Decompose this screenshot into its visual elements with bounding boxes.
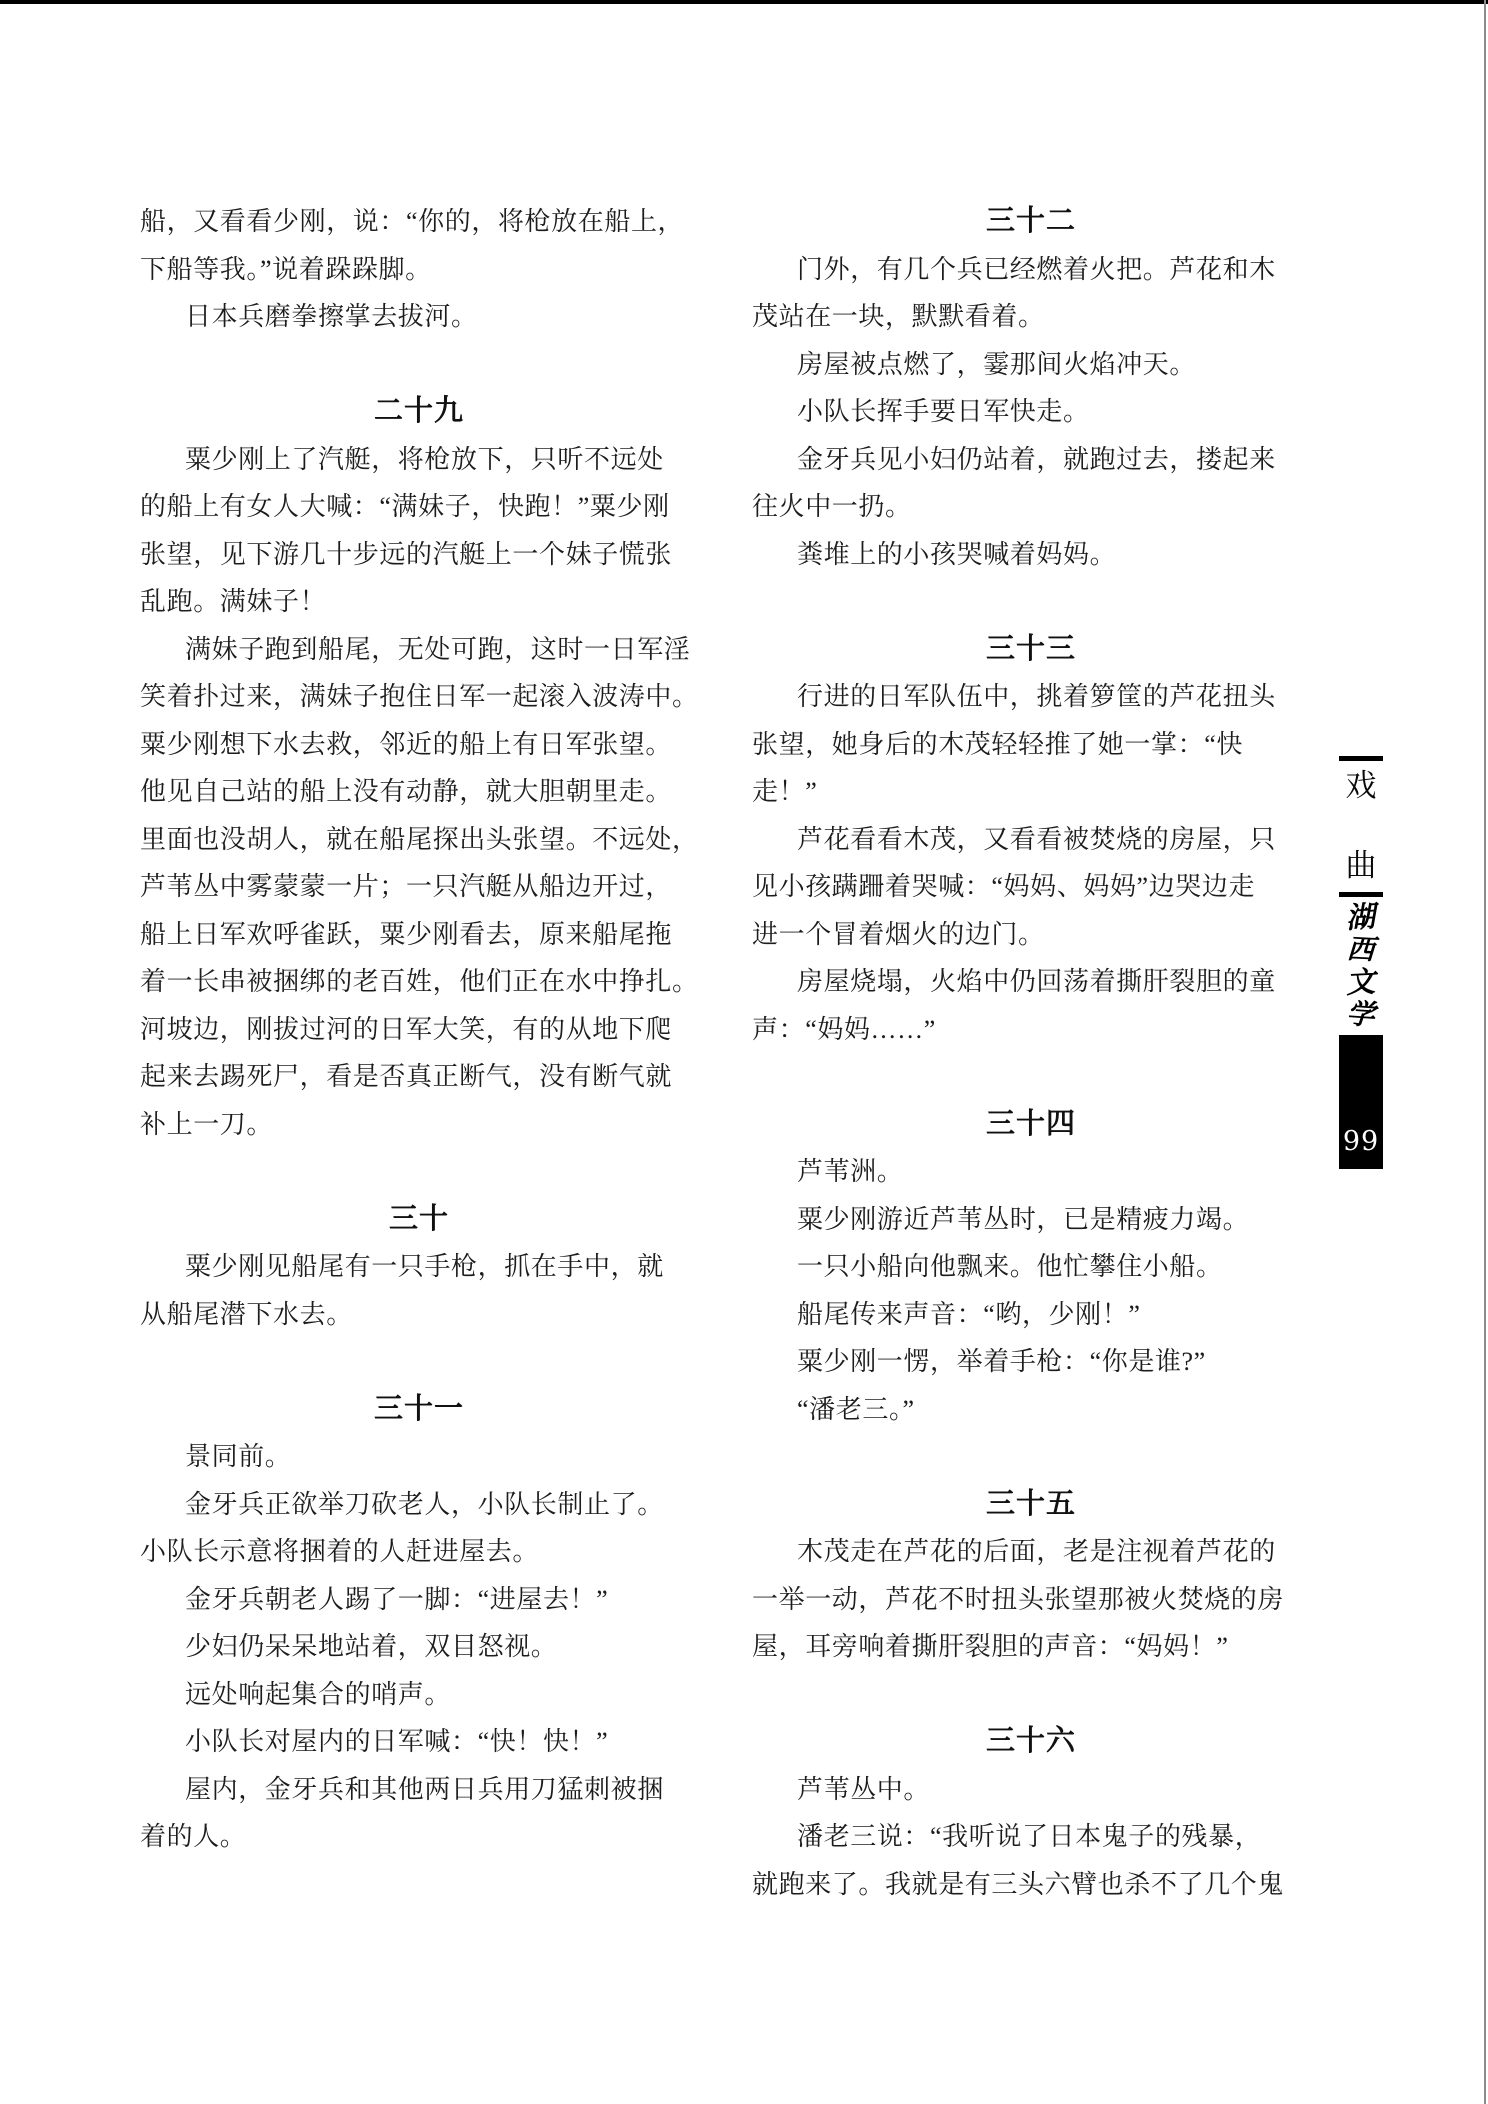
- text-line: 屋，耳旁响着撕肝裂胆的声音：“妈妈！”: [752, 1632, 1229, 1661]
- text-line: 粟少刚游近芦苇丛时，已是精疲力竭。: [797, 1204, 1250, 1234]
- text-line: 房屋烧塌，火焰中仍回荡着撕肝裂胆的童: [797, 967, 1276, 996]
- scene-heading: 三十二: [985, 205, 1076, 237]
- scene-heading: 三十: [388, 1202, 449, 1235]
- text-line: 芦花看看木茂，又看看被焚烧的房屋，只: [797, 824, 1276, 854]
- text-line: 声：“妈妈……”: [752, 1014, 936, 1044]
- section-gap: [140, 1338, 698, 1386]
- text-line: 着的人。: [140, 1822, 247, 1851]
- scene-heading: 三十一: [373, 1392, 464, 1425]
- text-line: 的船上有女人大喊：“满妹子，快跑！”粟少刚: [140, 492, 670, 521]
- text-line: 金牙兵朝老人踢了一脚：“进屋去！”: [185, 1584, 609, 1614]
- section-gap: [752, 1433, 1310, 1481]
- scene-heading: 二十九: [373, 395, 464, 427]
- scene-heading: 三十六: [985, 1725, 1076, 1757]
- scene-heading: 三十四: [985, 1107, 1076, 1140]
- text-line: 小队长示意将捆着的人赶进屋去。: [140, 1537, 540, 1566]
- text-line: 他见自己站的船上没有动静，就大胆朝里走。: [140, 777, 673, 806]
- text-line: 船上日军欢呼雀跃，粟少刚看去，原来船尾拖: [140, 919, 673, 949]
- genre-label-xi: 戏: [1345, 768, 1377, 803]
- text-line: 木茂走在芦花的后面，老是注视着芦花的: [797, 1537, 1276, 1566]
- journal-logo-char: 学: [1345, 998, 1377, 1032]
- text-line: 船，又看看少刚，说：“你的，将枪放在船上，: [140, 207, 685, 236]
- section-gap: [752, 1053, 1310, 1101]
- text-line: 粟少刚上了汽艇，将枪放下，只听不远处: [185, 444, 664, 474]
- text-line: 一举一动，芦花不时扭头张望那被火焚烧的房: [752, 1584, 1285, 1614]
- sidebar-divider-bottom: [1339, 892, 1383, 897]
- page-number-block: [1339, 1035, 1383, 1169]
- text-line: 船尾传来声音：“哟，少刚！”: [797, 1299, 1141, 1329]
- text-line: 里面也没胡人，就在船尾探出头张望。不远处，: [140, 824, 699, 854]
- text-line: 笑着扑过来，满妹子抱住日军一起滚入波涛中。: [140, 682, 699, 711]
- text-line: 金牙兵见小妇仍站着，就跑过去，搂起来: [797, 444, 1276, 474]
- text-line: 芦苇丛中雾蒙蒙一片；一只汽艇从船边开过，: [140, 872, 673, 901]
- text-line: 河坡边，刚拔过河的日军大笑，有的从地下爬: [140, 1014, 673, 1044]
- sidebar-divider-top: [1339, 756, 1383, 761]
- scene-heading: 三十五: [985, 1487, 1076, 1520]
- text-line: 门外，有几个兵已经燃着火把。芦花和木: [797, 254, 1276, 284]
- page-edge-line: [1484, 0, 1486, 2104]
- journal-logo-char: 文: [1345, 965, 1377, 1000]
- text-line: 芦苇洲。: [797, 1157, 904, 1186]
- text-line: 屋内，金牙兵和其他两日兵用刀猛刺被捆: [185, 1774, 664, 1804]
- text-line: 补上一刀。: [140, 1109, 274, 1139]
- text-line: 远处响起集合的哨声。: [185, 1679, 452, 1709]
- page-number: 99: [1342, 1126, 1380, 1157]
- text-line: 见小孩蹒跚着哭喊：“妈妈、妈妈”边哭边走: [752, 872, 1256, 901]
- column-right: [752, 198, 1310, 1908]
- text-line: 日本兵磨拳擦掌去拔河。: [185, 302, 478, 331]
- text-line: 乱跑。满妹子！: [140, 587, 327, 616]
- section-gap: [752, 1671, 1310, 1719]
- text-line: 走！”: [752, 777, 818, 806]
- text-line: 小队长对屋内的日军喊：“快！快！”: [185, 1727, 609, 1756]
- text-line: 张望，她身后的木茂轻轻推了她一掌：“快: [752, 729, 1243, 759]
- text-line: 粟少刚一愣，举着手枪：“你是谁?”: [797, 1347, 1206, 1376]
- text-line: 金牙兵正欲举刀砍老人，小队长制止了。: [185, 1489, 664, 1519]
- text-line: 粪堆上的小孩哭喊着妈妈。: [797, 539, 1117, 569]
- journal-logo: [1338, 901, 1384, 1032]
- text-line: 房屋被点燃了，霎那间火焰冲天。: [797, 349, 1197, 379]
- text-line: 就跑来了。我就是有三头六臂也杀不了几个鬼: [752, 1869, 1285, 1899]
- text-line: 张望，见下游几十步远的汽艇上一个妹子慌张: [140, 539, 673, 569]
- section-gap: [752, 578, 1310, 626]
- text-line: 起来去踢死尸，看是否真正断气，没有断气就: [140, 1062, 673, 1091]
- text-line: 少妇仍呆呆地站着，双目怒视。: [185, 1632, 558, 1661]
- text-line: 往火中一扔。: [752, 492, 912, 521]
- text-line: 一只小船向他飘来。他忙攀住小船。: [797, 1252, 1223, 1281]
- genre-label-qu: 曲: [1345, 848, 1377, 883]
- text-line: 小队长挥手要日军快走。: [797, 397, 1090, 426]
- text-line: 芦苇丛中。: [797, 1774, 931, 1804]
- text-line: 粟少刚见船尾有一只手枪，抓在手中，就: [185, 1252, 664, 1281]
- text-line: 粟少刚想下水去救，邻近的船上有日军张望。: [140, 729, 673, 759]
- text-line: 行进的日军队伍中，挑着箩筐的芦花扭头: [797, 682, 1276, 711]
- text-line: 着一长串被捆绑的老百姓，他们正在水中挣扎。: [140, 967, 699, 996]
- text-line: “潘老三。”: [797, 1394, 915, 1424]
- text-line: 下船等我。”说着跺跺脚。: [140, 254, 432, 284]
- scene-heading: 三十三: [985, 632, 1076, 665]
- text-line: 茂站在一块，默默看着。: [752, 302, 1045, 331]
- text-line: 潘老三说：“我听说了日本鬼子的残暴，: [797, 1822, 1262, 1851]
- text-line: 从船尾潜下水去。: [140, 1299, 353, 1329]
- section-gap: [140, 1148, 698, 1196]
- journal-logo-char: 西: [1346, 934, 1376, 967]
- text-line: 进一个冒着烟火的边门。: [752, 919, 1045, 949]
- page-top-border: [0, 0, 1488, 4]
- text-line: 景同前。: [185, 1442, 292, 1471]
- section-gap: [140, 341, 698, 389]
- text-line: 满妹子跑到船尾，无处可跑，这时一日军淫: [185, 634, 691, 664]
- column-left: [140, 198, 698, 1861]
- journal-logo-char: 湖: [1345, 901, 1377, 935]
